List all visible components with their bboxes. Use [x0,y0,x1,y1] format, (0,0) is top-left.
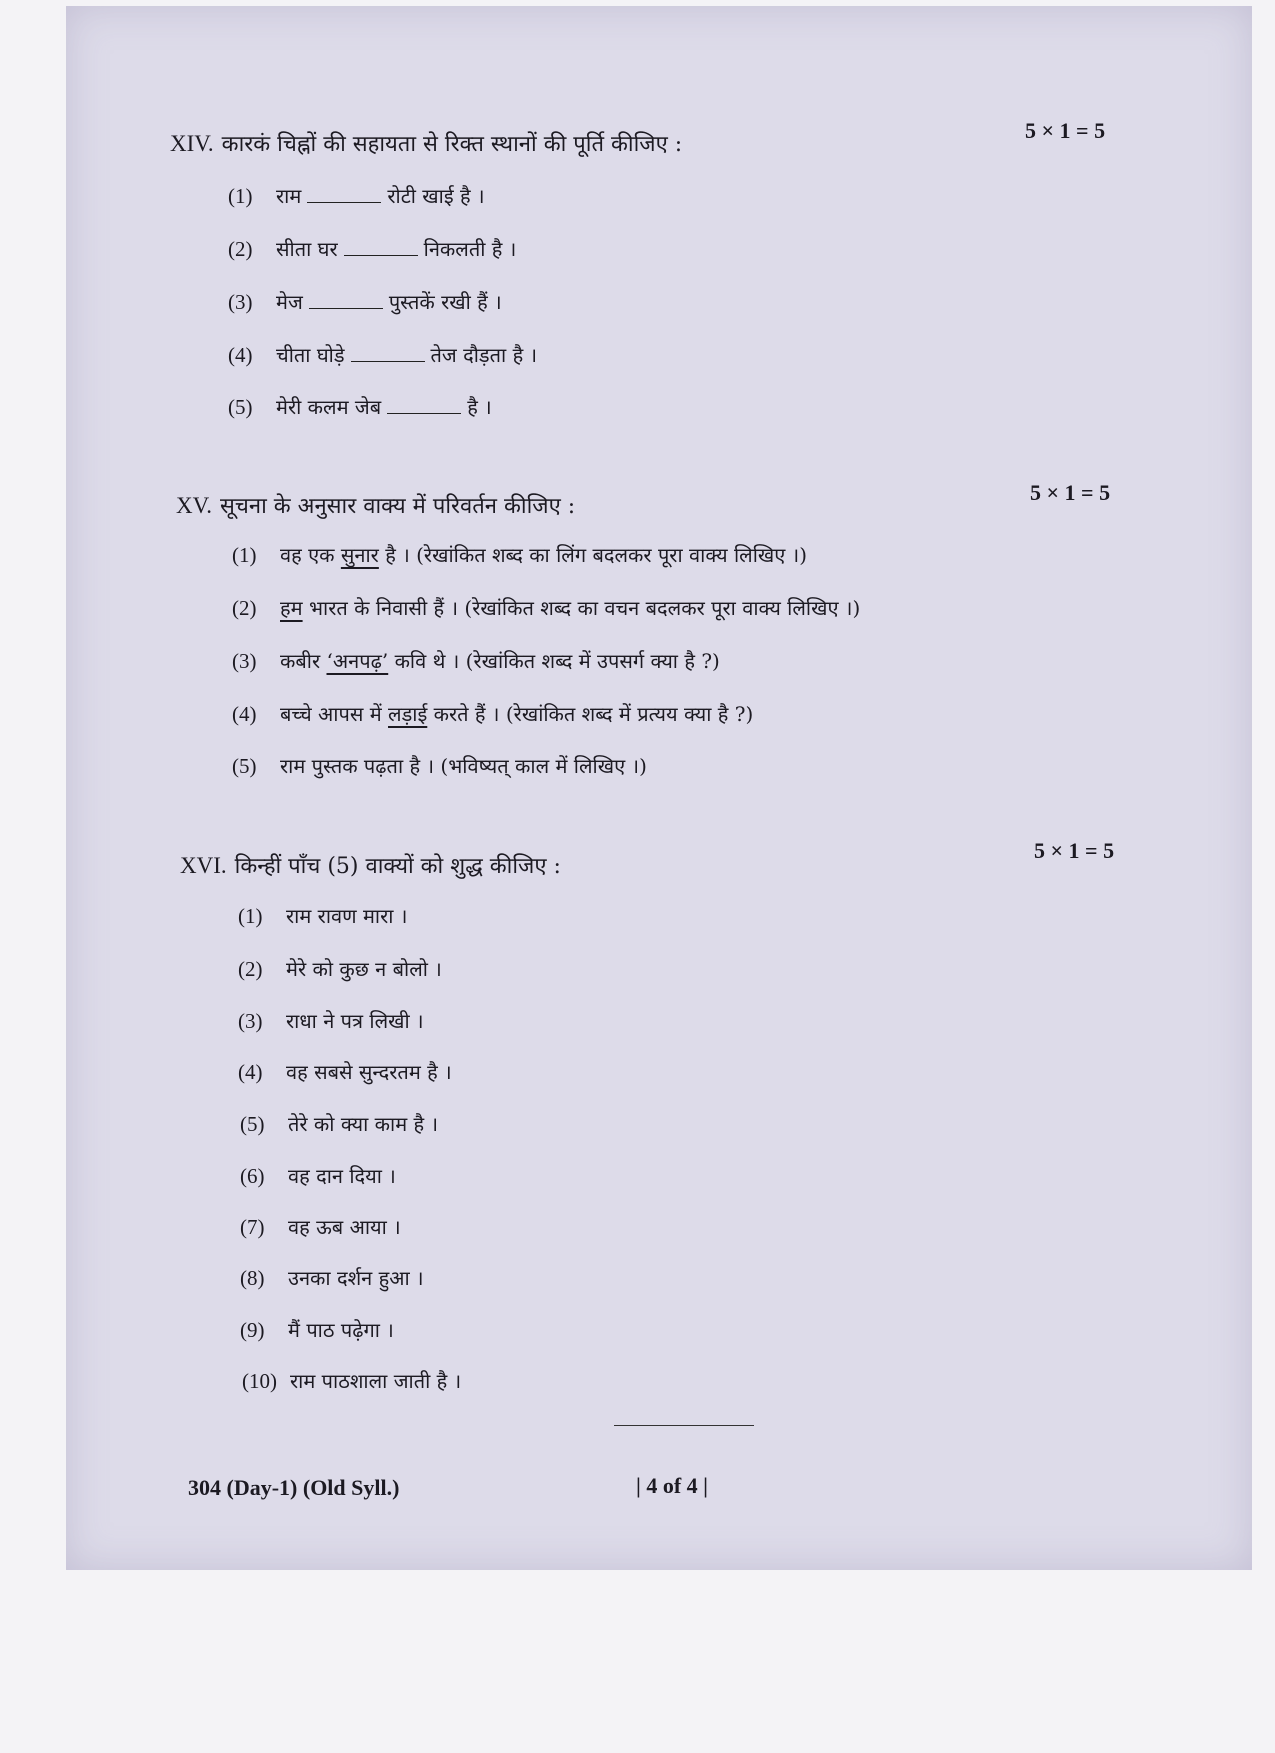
underlined-word: सुनार [340,543,379,567]
item-number: (2) [238,957,263,981]
page-number: | 4 of 4 | [636,1473,709,1498]
item-text-before: कबीर [280,649,327,673]
q15-item-5 [232,752,647,779]
question-16-title: किन्हीं पाँच (5) वाक्यों को शुद्ध कीजिए : [234,854,561,879]
q16-item-5 [240,1110,438,1137]
item-text-before: चीता घोड़े [276,343,345,367]
q16-item-10 [242,1367,461,1394]
item-text: वह सबसे सुन्दरतम है । [286,1060,452,1084]
question-14-heading [170,128,682,158]
q14-item-2 [228,235,516,262]
q15-item-3 [232,647,720,674]
fill-blank [309,290,383,309]
question-15-heading [176,490,575,520]
fill-blank [344,237,418,256]
item-text: उनका दर्शन हुआ । [288,1266,424,1290]
question-15-marks: 5 × 1 = 5 [1030,480,1111,505]
item-number: (10) [242,1369,277,1393]
paper-code: 304 (Day-1) (Old Syll.) [188,1475,400,1500]
item-text: राम पुस्तक पढ़ता है । (भविष्यत् काल में लिखिए ।) [280,754,647,778]
q14-item-1 [228,182,485,209]
item-number: (7) [240,1215,265,1239]
item-text-before: राम [276,184,302,208]
item-text-before: मेरी कलम जेब [276,395,382,419]
q15-item-1 [232,541,807,568]
question-14-marks: 5 × 1 = 5 [1025,118,1106,143]
q14-item-5 [228,393,492,420]
item-text-after: करते हैं । (रेखांकित शब्द में प्रत्यय क्या है ?) [427,702,754,726]
item-text: वह दान दिया । [288,1164,396,1188]
question-16-number: XVI. [180,853,227,878]
item-text: राम पाठशाला जाती है । [290,1369,462,1393]
end-rule [614,1425,754,1426]
item-number: (3) [228,290,253,314]
item-text-after: पुस्तकें रखी हैं । [388,290,502,314]
item-number: (5) [228,395,253,419]
fill-blank [351,343,425,362]
q16-item-6 [240,1162,396,1189]
question-15-title: सूचना के अनुसार वाक्य में परिवर्तन कीजिए : [220,494,576,519]
item-text-after: तेज दौड़ता है । [430,343,538,367]
underlined-word: हम [280,596,303,620]
q16-item-4 [238,1058,452,1085]
question-15-number: XV. [176,493,213,518]
q15-item-2 [232,594,860,621]
q16-item-1 [238,902,407,929]
item-text-after: है । (रेखांकित शब्द का लिंग बदलकर पूरा वाक्य लिखिए ।) [378,543,808,567]
fill-blank [307,184,381,203]
item-text-before: मेज [276,290,303,314]
item-text: मैं पाठ पढ़ेगा । [288,1318,394,1342]
item-number: (1) [238,904,263,928]
item-number: (9) [240,1318,265,1342]
underlined-word: ‘अनपढ़’ [326,649,389,673]
item-number: (5) [232,754,257,778]
q16-item-9 [240,1316,394,1343]
item-number: (2) [232,596,257,620]
item-text-after: रोटी खाई है । [387,184,485,208]
item-number: (1) [228,184,253,208]
item-number: (4) [228,343,253,367]
fill-blank [387,395,461,414]
item-text-after: भारत के निवासी हैं । (रेखांकित शब्द का वचन बदलकर पूरा वाक्य लिखिए ।) [302,596,861,620]
item-text-before: वह एक [280,543,341,567]
item-text-after: कवि थे । (रेखांकित शब्द में उपसर्ग क्या है ?) [388,649,720,673]
q16-item-3 [238,1007,424,1034]
item-text-before: बच्चे आपस में [280,702,389,726]
question-14-number: XIV. [170,131,214,156]
q15-item-4 [232,700,753,727]
q16-item-8 [240,1264,424,1291]
q14-item-3 [228,288,502,315]
item-text: राम रावण मारा । [286,904,408,928]
item-text-after: है । [467,395,492,419]
item-number: (4) [232,702,257,726]
item-text-after: निकलती है । [423,237,517,261]
item-text: वह ऊब आया । [288,1215,401,1239]
q16-item-2 [238,955,442,982]
item-number: (1) [232,543,257,567]
item-text: तेरे को क्या काम है । [288,1112,439,1136]
item-number: (4) [238,1060,263,1084]
item-text-before: सीता घर [276,237,338,261]
q14-item-4 [228,341,537,368]
item-text: राधा ने पत्र लिखी । [286,1009,424,1033]
item-number: (2) [228,237,253,261]
question-14-title: कारकं चिह्नों की सहायता से रिक्त स्थानों की पूर्ति कीजिए : [221,132,683,157]
underlined-word: लड़ाई [388,702,428,726]
question-16-heading [180,850,561,880]
q16-item-7 [240,1213,401,1240]
item-number: (3) [232,649,257,673]
item-number: (5) [240,1112,265,1136]
item-number: (3) [238,1009,263,1033]
question-16-marks: 5 × 1 = 5 [1034,838,1115,863]
item-number: (6) [240,1164,265,1188]
item-number: (8) [240,1266,265,1290]
item-text: मेरे को कुछ न बोलो । [286,957,442,981]
